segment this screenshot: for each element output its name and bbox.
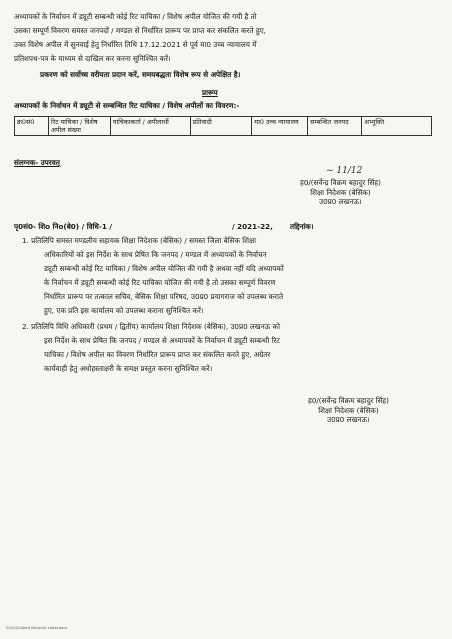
intro-line-1: अध्यापकों के निर्वाचन में ड्यूटी सम्बन्धी कोई रिट याचिका / विशेष अपील योजित की गयी है तो [14, 12, 257, 21]
col-district: सम्बन्धित जनपद [308, 117, 362, 136]
col-remarks: अभ्युक्ति [362, 117, 432, 136]
ref-year: / 2021-22, [232, 222, 273, 231]
intro-line-4: प्रतिशपथ-पत्र के माध्यम से दाखिल कर करना सुनिश्चित करें। [14, 54, 171, 63]
proforma-table [14, 116, 432, 136]
cc-item-1-line-4: के निर्वाचन में ड्यूटी सम्बन्धी कोई रिट याचिका योजित की गयी है तो उसका सम्पूर्ण विवरण [44, 278, 276, 287]
col-high-court: मा0 उच्च न्यायालय [252, 117, 308, 136]
signatory-place: उ0प्र0 लखनऊ। [319, 197, 362, 206]
cc-item-1-line-1: 1. प्रतिलिपि समस्त मण्डलीय सहायक शिक्षा निदेशक (बेसिक) / समस्त जिला बेसिक शिक्षा [22, 236, 257, 245]
handwritten-signature-mark: ~ 11/12 [326, 166, 363, 176]
cc-item-2-line-3: याचिका / विशेष अपील का विवरण निर्धारित प्रारूप प्राप्त कर संकलित करते हुए, अग्रेतर [44, 350, 271, 359]
ref-number: पृ0सं0- शिo निo(बे0) / विधि-1 / [14, 222, 112, 231]
ref-date: तद्दिनांक। [290, 222, 314, 231]
cc-item-1-line-3: ड्यूटी सम्बन्धी कोई रिट याचिका / विशेष अपील योजित की गयी है अथवा नहीं यदि अध्यापकों [44, 264, 284, 273]
col-respondent: प्रतिवादी [190, 117, 252, 136]
cc-item-1-line-6: हुए, एक प्रति इस कार्यालय को उपलब्ध कराना सुनिश्चित करें। [44, 306, 204, 315]
enclosure-note: संलग्नक- उपरवत् [14, 158, 60, 167]
intro-line-3: उक्त विशेष अपील में सुनवाई हेतु निर्धारित तिथि 17.12.2021 से पूर्व मा0 उच्च न्यायालय में [14, 40, 257, 49]
signature-block-2 [308, 396, 389, 425]
cc-item-1-line-2: अधिकारियों को इस निर्देश के साथ प्रेषित कि जनपद / मण्डल में अध्यापकों के निर्वाचन [44, 250, 267, 259]
signatory-place: उ0प्र0 लखनऊ। [327, 415, 370, 424]
signatory-name: ह0/(सर्वेन्द्र विक्रम बहादुर सिंह) [308, 396, 389, 405]
cc-item-2-line-4: कार्यवाही हेतु अधोहस्ताक्षरी के समक्ष प्रस्तुत करना सुनिश्चित करें। [44, 364, 213, 373]
col-serial: क्र0सं0 [15, 117, 49, 136]
signatory-name: ह0/(सर्वेन्द्र विक्रम बहादुर सिंह) [300, 178, 381, 187]
col-petitioner: याचिकाकर्ता / अपीलार्थी [110, 117, 190, 136]
priority-note: प्रकरण को सर्वोच्च वरीयता प्रदान करें, समयबद्धता विशेष रूप से अपेक्षित है। [40, 70, 241, 79]
proforma-heading: प्रारूप [202, 88, 218, 97]
proforma-title: अध्यापकों के निर्वाचन में ड्यूटी से सम्बन्धित रिट याचिका / विशेष अपीलों का विवरण:- [14, 101, 240, 110]
cc-item-1-line-5: निर्धारित प्रारूप पर तत्काल सचिव, बेसिक शिक्षा परिषद, उ0प्र0 प्रयागराज को उपलब्ध कराते [44, 292, 284, 301]
file-path-footer: D:\2021\Word file\Ankit Letter.docx [6, 626, 68, 630]
proforma-header-row [15, 117, 432, 136]
cc-item-2-line-2: इस निर्देश के साथ प्रेषित कि जनपद / मण्डल से अध्यापकों के निर्वाचन में ड्यूटी सम्बन्धी रिट [44, 336, 280, 345]
signature-block-1 [300, 178, 381, 207]
signatory-designation: शिक्षा निदेशक (बेसिक) [310, 187, 371, 197]
signatory-designation: शिक्षा निदेशक (बेसिक) [318, 405, 379, 415]
cc-item-2-line-1: 2. प्रतिलिपि विधि अधिकारी (प्रथम / द्वितीय) कार्यालय शिक्षा निदेशक (बेसिक), उ0प्र0 लखनऊ को [22, 322, 280, 331]
col-petition-number: रिट याचिका / विशेष अपील संख्या [48, 117, 110, 136]
intro-line-2: उसका सम्पूर्ण विवरण समस्त जनपदों / मण्डल से निर्धारित प्रारूप पर प्राप्त कर संकलित करते हुए, [14, 26, 266, 35]
